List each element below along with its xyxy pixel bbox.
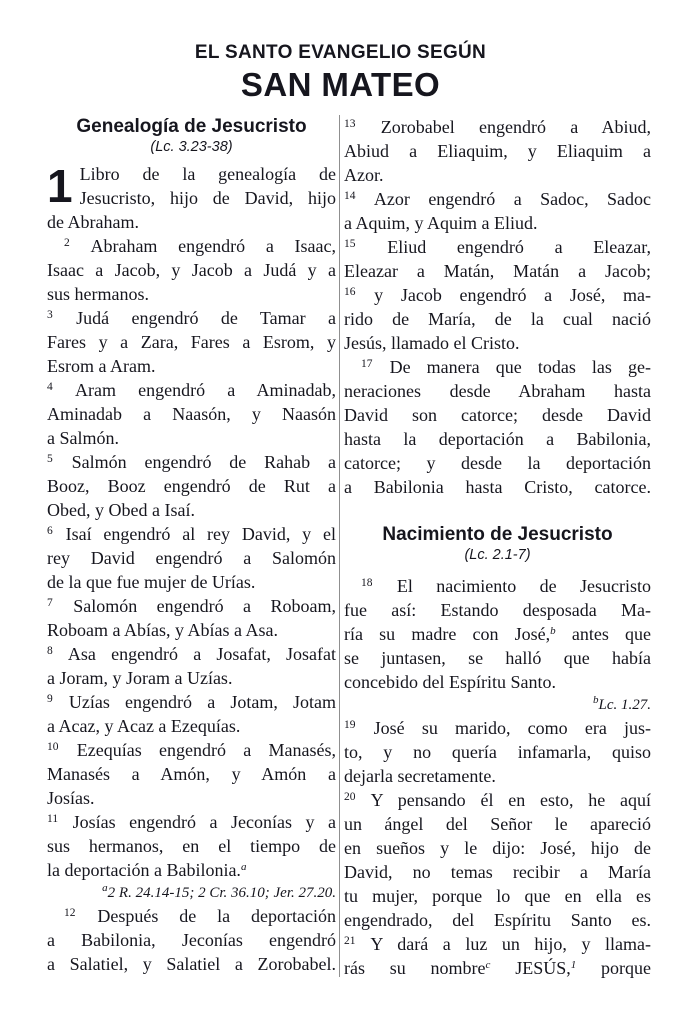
verse-4: [47, 378, 336, 450]
verse-number: 6: [47, 525, 53, 537]
column-right: [344, 115, 651, 977]
book-title: SAN MATEO: [240, 66, 441, 103]
two-column-text: [0, 115, 681, 977]
verse-line: concebido del Espíritu Santo.: [344, 672, 556, 692]
verse-number: 10: [47, 741, 59, 753]
verse-line: Azor.: [344, 165, 384, 185]
verse-line: $^{11}$ Josías engendró a Jeconías y a: [47, 812, 336, 832]
verse-9: [47, 690, 336, 738]
footnote: $^a$2 R. 24.14-15; 2 Cr. 36.10; Jer. 27.20.: [102, 882, 336, 901]
verse-15: [344, 235, 651, 283]
verse-21: [344, 932, 651, 980]
verse-number: 20: [344, 791, 356, 803]
verse-number: 9: [47, 693, 53, 705]
verse-line: $^8$ Asa engendró a Josafat, Josafat: [47, 644, 336, 664]
verse-line: Fares y a Zara, Fares a Esrom, y: [47, 332, 336, 352]
verse-line: Obed, y Obed a Isaí.: [47, 500, 195, 520]
verse-line: to, y no quería infamarla, quiso: [344, 742, 651, 762]
footnote-marker: 1: [570, 959, 577, 971]
verse-20: [344, 788, 651, 932]
verse-line: $^2$ Abraham engendró a Isaac,: [64, 236, 336, 256]
verse-12: [47, 904, 336, 976]
verse-line: $^7$ Salomón engendró a Roboam,: [47, 596, 336, 616]
verse-line: $^{15}$ Eliud engendró a Eleazar,: [344, 237, 651, 257]
verse-line: $^3$ Judá engendró de Tamar a: [47, 308, 336, 328]
verse-number: 21: [344, 935, 356, 947]
verse-line: $^{21}$ Y dará a luz un hijo, y llama-: [344, 934, 651, 954]
verse-line: tu mujer, porque lo que en ella es: [344, 886, 651, 906]
verse-line: Esrom a Aram.: [47, 356, 156, 376]
verse-line: a Salatiel, y Salatiel a Zorobabel.: [47, 954, 336, 974]
footnote-marker: c: [485, 959, 491, 971]
verse-line: $^6$ Isaí engendró al rey David, y el: [47, 524, 336, 544]
verse-line: $^{19}$ José su marido, como era jus-: [344, 718, 651, 738]
verse-line: $^{16}$ y Jacob engendró a José, ma-: [344, 285, 651, 305]
verse-line: rido de María, de la cual nació: [344, 309, 651, 329]
verse-number: 2: [64, 237, 70, 249]
verse-line: $^5$ Salmón engendró de Rahab a: [47, 452, 336, 472]
verse-2: [47, 234, 336, 306]
footnote: $^b$Lc. 1.27.: [593, 694, 651, 713]
verse-line: sus hermanos, en el tiempo de: [47, 836, 336, 856]
section-heading: Genealogía de Jesucristo: [76, 116, 307, 137]
verse-line: Libro de la genealogía de: [79, 164, 336, 184]
verse-line: David, no temas recibir a María: [344, 862, 651, 882]
verse-number: 18: [361, 577, 373, 589]
verse-line: a Acaz, y Acaz a Ezequías.: [47, 716, 241, 736]
section-reference: (Lc. 3.23-38): [150, 139, 233, 155]
verse-line: Jesús, llamado el Cristo.: [344, 333, 520, 353]
verse-line: Roboam a Abías, y Abías a Asa.: [47, 620, 278, 640]
verse-line: $^9$ Uzías engendró a Jotam, Jotam: [47, 692, 336, 712]
verse-line: $^{14}$ Azor engendró a Sadoc, Sadoc: [344, 189, 651, 209]
verse-line: fue así: Estando desposada Ma-: [344, 600, 651, 620]
verse-line: un ángel del Señor le apareció: [344, 814, 651, 834]
verse-17: [344, 355, 651, 499]
verse-line: Manasés a Amón, y Amón a: [47, 764, 336, 784]
verse-number: 19: [344, 719, 356, 731]
verse-6: [47, 522, 336, 594]
verse-7: [47, 594, 336, 642]
verse-line: a Aquim, y Aquim a Eliud.: [344, 213, 538, 233]
verse-13: [344, 115, 651, 187]
verse-line: $^{17}$ De manera que todas las ge-: [361, 357, 651, 377]
verse-number: 12: [64, 907, 76, 919]
verse-line: $^{20}$ Y pensando él en esto, he aquí: [344, 790, 651, 810]
series-title: EL SANTO EVANGELIO SEGÚN: [194, 42, 487, 63]
verse-5: [47, 450, 336, 522]
verse-line: dejarla secretamente.: [344, 766, 496, 786]
verse-number: 16: [344, 286, 356, 298]
footnote-marker: a: [102, 882, 108, 894]
verse-line: neraciones desde Abraham hasta: [344, 381, 651, 401]
verse-line: sus hermanos.: [47, 284, 149, 304]
verse-number: 17: [361, 358, 373, 370]
verse-line: $^{10}$ Ezequías engendró a Manasés,: [47, 740, 336, 760]
verse-10: [47, 738, 336, 810]
section-heading: Nacimiento de Jesucristo: [382, 524, 613, 545]
section-reference: (Lc. 2.1-7): [464, 547, 531, 563]
verse-8: [47, 642, 336, 690]
verse-line: catorce; y desde la deportación: [344, 453, 651, 473]
verse-line: la deportación a Babilonia.$^a$: [47, 860, 247, 880]
verse-number: 15: [344, 238, 356, 250]
column-divider: [339, 115, 340, 977]
verse-line: rey David engendró a Salomón: [47, 548, 336, 568]
verse-line: David son catorce; desde David: [344, 405, 651, 425]
verse-line: Booz, Booz engendró de Rut a: [47, 476, 336, 496]
verse-line: de la que fue mujer de Urías.: [47, 572, 256, 592]
verse-number: 3: [47, 309, 53, 321]
verse-line: a Babilonia hasta Cristo, catorce.: [344, 477, 651, 497]
verse-line: Aminadab a Naasón, y Naasón: [47, 404, 336, 424]
verse-line: $^{13}$ Zorobabel engendró a Abiud,: [344, 117, 651, 137]
verse-line: se juntasen, se halló que había: [344, 648, 651, 668]
verse-line: ría su madre con José,$^b$ antes que: [344, 624, 651, 644]
verse-line: $^4$ Aram engendró a Aminadab,: [47, 380, 336, 400]
footnote-marker: b: [593, 694, 599, 706]
verse-number: 4: [47, 381, 53, 393]
verse-line: Jesucristo, hijo de David, hijo: [79, 188, 336, 208]
verse-line: a Babilonia, Jeconías engendró: [47, 930, 336, 950]
verse-line: $^{12}$ Después de la deportación: [64, 906, 336, 926]
verse-line: hasta la deportación a Babilonia,: [344, 429, 651, 449]
verse-line: Isaac a Jacob, y Jacob a Judá y a: [47, 260, 336, 280]
column-left: [47, 115, 336, 977]
verse-1: [47, 162, 336, 234]
verse-number: 11: [47, 813, 59, 825]
verse-line: Eleazar a Matán, Matán a Jacob;: [344, 261, 651, 281]
verse-line: en sueños y le dijo: José, hijo de: [344, 838, 651, 858]
verse-11: [47, 810, 336, 882]
verse-line: rás su nombre$^c$ JESÚS,$^1$ porque: [344, 958, 652, 978]
verse-14: [344, 187, 651, 235]
verse-line: Abiud a Eliaquim, y Eliaquim a: [344, 141, 651, 161]
verse-line: Josías.: [47, 788, 95, 808]
verse-number: 7: [47, 597, 53, 609]
verse-line: $^{18}$ El nacimiento de Jesucristo: [361, 576, 651, 596]
verse-line: a Salmón.: [47, 428, 119, 448]
verse-number: 13: [344, 118, 356, 130]
verse-16: [344, 283, 651, 355]
verse-number: 8: [47, 645, 53, 657]
verse-line: engendrado, del Espíritu Santo es.: [344, 910, 651, 930]
verse-line: de Abraham.: [47, 212, 139, 232]
verse-number: 14: [344, 190, 356, 202]
footnote-marker: b: [550, 625, 556, 637]
verse-number: 5: [47, 453, 53, 465]
verse-3: [47, 306, 336, 378]
verse-19: [344, 716, 651, 788]
verse-line: a Joram, y Joram a Uzías.: [47, 668, 233, 688]
footnote-marker: a: [240, 861, 247, 873]
chapter-number: 1: [47, 160, 73, 212]
verse-18: [344, 574, 651, 694]
